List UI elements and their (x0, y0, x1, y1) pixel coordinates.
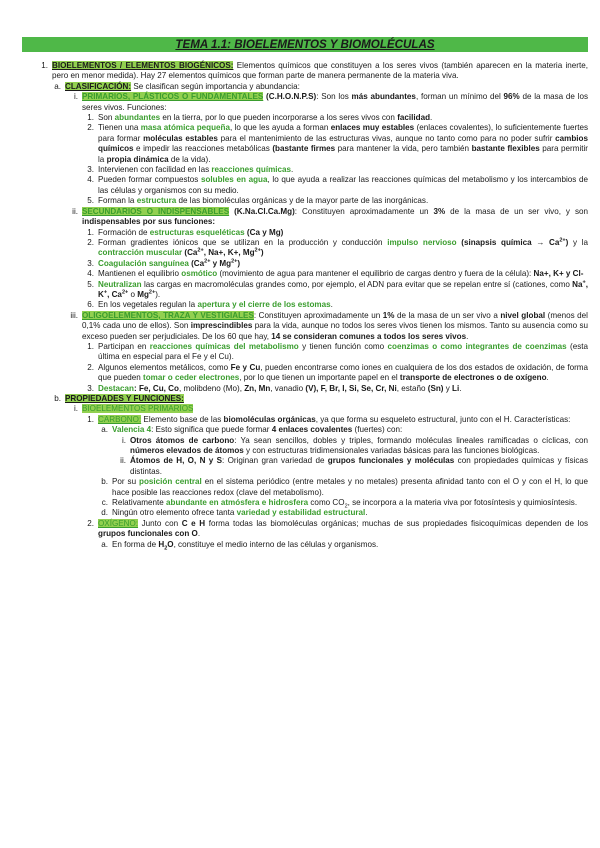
text-run: , por lo que tienen un importante papel en el (239, 373, 400, 383)
text-run: H (158, 539, 165, 549)
text-run: : Constituyen aproximadamente un (253, 310, 383, 320)
text-run: . (330, 300, 333, 310)
text-run: de la masa de un ser vivo, y son (445, 206, 588, 216)
text-run: Zn, Mn (244, 383, 271, 393)
text-run: Li (452, 383, 460, 393)
text-run: osmótico (181, 269, 218, 279)
text-run: Mantienen el equilibrio (98, 269, 182, 279)
list-item-text (112, 540, 588, 550)
list-item-text (112, 508, 588, 518)
text-run: . (197, 529, 201, 539)
text-run: . (365, 508, 368, 518)
text-run: (esta última en especial para el Fe y el Cu). (98, 341, 589, 362)
carbono-d (22, 508, 588, 518)
text-run: , molibdeno (Mo), (178, 383, 245, 393)
text-run: ) (260, 248, 264, 258)
list-item-text (98, 384, 588, 394)
text-run: estructuras esqueléticas (149, 227, 245, 237)
list-item (22, 238, 588, 259)
list-item-text (98, 300, 588, 310)
list-marker: 4. (87, 175, 94, 185)
text-run: y con estructuras tridimensionales variadas básicas para las funciones biológicas. (243, 446, 540, 456)
text-run: de la masa de los seres vivos. Funciones: (82, 92, 588, 112)
text-run: solubles en agua (200, 175, 268, 185)
group-bioelementos-primarios (22, 404, 588, 414)
text-run: de las biomoléculas orgánicas y de la mayor parte de las inorgánicas. (176, 196, 429, 206)
list-marker: 2. (87, 123, 94, 133)
list-item (22, 196, 588, 206)
section-heading: BIOELEMENTOS / ELEMENTOS BIOGÉNICOS: (52, 61, 234, 70)
text-run: estructura (136, 196, 177, 206)
element-text (98, 519, 588, 538)
oxigeno-a (22, 540, 588, 550)
carbono-a (22, 425, 588, 435)
list-marker: b. (54, 394, 61, 403)
list-item-text (98, 238, 588, 259)
text-run: 2+ (559, 237, 566, 244)
text-run: nivel global (500, 310, 546, 320)
text-run: (bastante firmes (272, 144, 336, 154)
text-run: ). (155, 289, 161, 299)
text-run: Participan en (98, 341, 150, 351)
text-run: (Sn) (427, 383, 444, 393)
list-item (22, 165, 588, 175)
text-run: : Ya sean sencillos, dobles y triples, formando moléculas lineales ramificadas o cíclicas, con (234, 435, 588, 445)
list-item (22, 384, 588, 394)
list-marker: i. (121, 435, 126, 445)
text-run: (Ca (188, 258, 205, 268)
text-run: propia dinámica (106, 154, 169, 164)
list-item-text (112, 425, 588, 435)
list-marker: ii. (120, 456, 126, 466)
list-item (22, 280, 588, 301)
text-run: + (103, 289, 108, 296)
text-run: y Mg (210, 258, 232, 268)
text-run: Son (98, 113, 115, 123)
text-run: de la vida). (168, 154, 211, 164)
text-run: 2+ (197, 247, 204, 254)
text-run: Algunos elementos metálicos, como (98, 362, 231, 372)
text-run: y tienen función como (298, 341, 388, 351)
list-marker: 1. (87, 414, 94, 424)
list-item-text (98, 280, 588, 301)
text-run: , K (98, 279, 588, 299)
text-run: apertura y el cierre de los estomas (197, 300, 331, 310)
list-item-text (98, 342, 588, 363)
text-run: como CO (308, 498, 345, 508)
group-heading: PRIMARIOS, PLÁSTICOS O FUNDAMENTALES (82, 92, 264, 102)
list-item (22, 269, 588, 279)
subsection-heading: CLASIFICACIÓN: (65, 81, 132, 91)
list-item (22, 425, 588, 435)
text-run: , estaño (396, 383, 428, 393)
text-run: 96% (503, 92, 520, 102)
text-run: 4 enlaces covalentes (271, 425, 353, 435)
text-run: cambios químicos (98, 133, 588, 154)
text-run: , ya que forma su esqueleto estructural, junto con el H. Características: (315, 414, 571, 424)
text-run: abundantes (114, 113, 161, 123)
text-run: , pueden encontrarse como iones en cualquiera de los dos estados de oxidación, de forma que pueden (98, 362, 589, 383)
text-run: 2+ (148, 289, 156, 296)
list-item-text (98, 123, 588, 165)
list-item-text (130, 456, 588, 477)
element-carbono (22, 415, 588, 425)
text-run: (movimiento de agua para mantener el equilibrio de cargas dentro y fuera de la célula): (217, 269, 534, 279)
group-primarios (22, 92, 588, 113)
text-run: reacciones químicas del metabolismo (149, 341, 299, 351)
list-marker: c. (101, 498, 108, 508)
text-run: biomoléculas orgánicas (223, 414, 316, 424)
text-run: (fuertes) con: (352, 425, 403, 435)
text-run: . (430, 113, 433, 123)
text-run: facilidad (397, 113, 431, 123)
text-run: enlaces muy estables (330, 123, 415, 133)
text-run: (sinapsis química → Ca (456, 237, 560, 247)
list-item (22, 540, 588, 550)
text-run: (enlaces covalentes), lo suficientemente fuertes para formar (98, 123, 588, 143)
text-run: forma todas las biomoléculas orgánicas; muchas de sus propiedades fisicoquímicas dependen de los (205, 518, 588, 528)
list-marker: 5. (87, 196, 94, 206)
text-run: + (582, 278, 586, 285)
section-bioelementos (22, 61, 588, 82)
list-marker: 3. (87, 165, 94, 175)
list-item (22, 436, 588, 457)
text-run: o (128, 289, 138, 299)
text-run: posición central (139, 477, 202, 487)
list-marker: a. (101, 425, 108, 435)
list-marker: 1. (87, 341, 94, 351)
text-run: . (291, 165, 294, 175)
text-run: 2+ (254, 247, 261, 254)
text-run: en la tierra, por lo que pueden incorporarse a los seres vivos con (160, 113, 398, 123)
subsection-heading: PROPIEDADES Y FUNCIONES: (65, 394, 184, 403)
text-run: variedad y estabilidad estructural (236, 508, 366, 518)
text-run: de la masa de un ser vivo a (394, 310, 501, 320)
text-run: Neutralizan (98, 279, 142, 289)
text-run: Fe y Cu (230, 362, 261, 372)
text-run: para permitir la (98, 144, 588, 164)
text-run: 2+ (204, 258, 211, 265)
text-run: (Ca (182, 248, 198, 258)
text-run: , se incorpora a la materia viva por fotosíntesis y quimiosíntesis. (347, 498, 578, 508)
text-run: 14 se consideran comunes a todos los seres vivos (271, 331, 467, 341)
list-item (22, 123, 588, 165)
list-marker: i. (73, 92, 78, 102)
text-run: Na (572, 279, 583, 289)
text-run: Mg (137, 289, 149, 299)
text-run: Elemento base de las (141, 414, 224, 424)
text-run: , Ca (107, 289, 122, 299)
text-run: imprescindibles (190, 321, 253, 331)
text-run: Ningún otro elemento ofrece tanta (112, 508, 237, 518)
list-item-text (98, 259, 588, 269)
text-run: e impedir las reacciones metabólicas (133, 144, 273, 154)
list-marker: 3. (87, 383, 94, 393)
text-run: : Constituyen aproximadamente un (294, 206, 434, 216)
list-item-text (98, 165, 588, 175)
text-run: , Na+, K+, Mg (203, 248, 255, 258)
text-run: las cargas en macromoléculas grandes como, por ejemplo, el ADN para evitar que se repelan entre sí (cationes, como (141, 279, 573, 289)
list-item (22, 363, 588, 384)
list-marker: a. (101, 539, 108, 549)
list-item-text (98, 113, 588, 123)
group-oligoelementos (22, 311, 588, 342)
text-run: , vanadio (270, 383, 306, 393)
secundarios-list (22, 228, 588, 311)
text-run: más abundantes (351, 92, 416, 102)
text-run: , lo que les ayuda a forman (230, 123, 331, 133)
text-run: para mantener la vida, pero también (335, 144, 472, 154)
list-item (22, 175, 588, 196)
carbono-c (22, 498, 588, 508)
list-item-text (98, 228, 588, 238)
oligoelementos-list (22, 342, 588, 394)
text-run: Valencia 4 (112, 425, 152, 435)
list-item (22, 342, 588, 363)
text-run: (Ca y Mg) (244, 227, 284, 237)
list-marker: 2. (87, 518, 94, 528)
carbono-a-i (22, 436, 588, 457)
list-marker: i. (73, 404, 78, 414)
text-run: Pueden formar compuestos (98, 175, 201, 185)
group-elements: (K.Na.Cl.Ca.Mg) (234, 206, 295, 216)
list-item-text (98, 175, 588, 196)
text-run: En los vegetales regulan la (98, 300, 198, 310)
text-run: Forman gradientes iónicos que se utilizan en la producción y conducción (98, 237, 388, 247)
list-marker: a. (54, 81, 61, 91)
text-run: para el mantenimiento de las estructuras vivas, aunque no tanto como para no poder sufrir (217, 133, 556, 143)
element-heading: CARBONO: (98, 414, 142, 424)
list-marker: 6. (87, 300, 94, 310)
list-marker: 1. (41, 61, 48, 70)
list-marker: 5. (87, 279, 94, 289)
subsection-propiedades (22, 394, 588, 404)
text-run: Relativamente (112, 498, 166, 508)
list-item-text (112, 477, 588, 498)
text-run: Destacan (98, 383, 134, 393)
subsection-clasificacion (22, 82, 588, 92)
text-run: moléculas estables (143, 133, 218, 143)
group-elements: (C.H.O.N.P.S) (266, 92, 317, 102)
list-marker: d. (101, 508, 108, 518)
text-run: En forma de (112, 539, 159, 549)
text-run: bastante flexibles (471, 144, 540, 154)
text-run: para la vida, aunque no todos los seres vivos tienen los mismos. Tanto su ausencia como su exceso pueden ser perjudiciales. De los 60 que hay, (82, 321, 588, 341)
text-run: grupos funcionales y moléculas (327, 456, 455, 466)
text-run: coenzimas o como integrantes de coenzimas (387, 341, 567, 351)
text-run: contracción muscular (98, 248, 183, 258)
text-run: números elevados de átomos (130, 446, 244, 456)
text-run: : Son los (316, 92, 352, 102)
text-run: 2 (164, 545, 168, 552)
text-run: ) (237, 258, 241, 268)
text-run: Intervienen con facilidad en las (98, 165, 212, 175)
list-marker: 2. (87, 362, 94, 372)
list-item (22, 259, 588, 269)
text-run: : Esto significa que puede formar (151, 425, 272, 435)
list-item-text (112, 498, 588, 508)
text-run: Átomos de H, O, N y S (130, 456, 222, 466)
group-heading: OLIGOELEMENTOS, TRAZA Y VESTIGIALES (82, 310, 254, 320)
carbono-b (22, 477, 588, 498)
text-run: (menos del 0,1% cada uno de ellos). Son (82, 310, 588, 331)
group-secundarios (22, 207, 588, 228)
list-marker: 1. (87, 227, 94, 237)
list-item-text (130, 436, 588, 457)
text-run: . (466, 331, 469, 341)
text-run: Junto con (138, 518, 182, 528)
list-item (22, 228, 588, 238)
text-run: . (546, 373, 549, 383)
list-item (22, 456, 588, 477)
list-marker: 4. (87, 269, 94, 279)
text-run: impulso nervioso (387, 237, 457, 247)
text-run: 3% (433, 206, 446, 216)
text-run: grupos funcionales con O (98, 529, 198, 539)
text-run: C e H (181, 518, 206, 528)
text-run: reacciones químicas (211, 165, 292, 175)
text-run: Otros átomos de carbono (130, 435, 235, 445)
text-run: 1% (382, 310, 395, 320)
list-item (22, 498, 588, 508)
text-run: Tienen una (98, 123, 141, 133)
text-run: O (167, 539, 174, 549)
list-item (22, 477, 588, 498)
text-run: transporte de electrones o de oxígeno (399, 373, 547, 383)
text-run: : Originan gran variedad de (222, 456, 328, 466)
text-run: . (459, 383, 462, 393)
text-run: (V), F, Br, I, Si, Se, Cr, Ni (305, 383, 397, 393)
text-run: tomar o ceder electrones (143, 373, 240, 383)
text-run: Na+, K+ y Cl- (533, 269, 584, 279)
element-heading: OXÍGENO: (98, 518, 139, 528)
text-run: con propiedades químicas y físicas distintas. (130, 456, 588, 476)
primarios-list (22, 113, 588, 207)
text-run: y (443, 383, 453, 393)
text-run: en el sistema periódico (entre metales y no metales) presenta afinidad tanto con el O y con el H, lo que hace posible las reacciones redox (clave del metabolismo). (112, 477, 588, 497)
text-run: , forman un mínimo del (415, 92, 504, 102)
subsection-text: Se clasifican según importancia y abundancia: (131, 81, 300, 91)
text-run: Coagulación sanguínea (98, 258, 189, 268)
list-item (22, 508, 588, 518)
element-text (141, 415, 570, 424)
list-marker: b. (101, 477, 108, 487)
text-run: 2 (344, 503, 348, 510)
text-run: Por su (112, 477, 140, 487)
group-heading: SECUNDARIOS O INDISPENSABLES (82, 206, 230, 216)
text-run: : Fe, Cu, Co (134, 383, 179, 393)
text-run: masa atómica pequeña (140, 123, 230, 133)
list-item-text (98, 363, 588, 384)
text-run: abundante en atmósfera e hidrosfera (166, 498, 309, 508)
section-intro: Elementos químicos que constituyen a los seres vivos (también aparecen en la materia inerte, pero en menor medida). Hay 27 elementos químicos que forman parte de manera permanente de la materia viva. (52, 61, 588, 81)
list-marker: 1. (87, 113, 94, 123)
page-title: TEMA 1.1: BIOELEMENTOS Y BIOMOLÉCULAS (22, 37, 588, 52)
carbono-a-ii (22, 456, 588, 477)
text-run: 2+ (121, 289, 129, 296)
text-run: 2+ (231, 258, 238, 265)
text-run: Forman la (98, 196, 137, 206)
text-run: indispensables por sus funciones: (82, 217, 216, 227)
list-marker: 2. (87, 237, 94, 247)
text-run: , constituye el medio interno de las células y organismos. (173, 539, 379, 549)
list-item (22, 300, 588, 310)
list-item (22, 113, 588, 123)
text-run: ) (565, 237, 569, 247)
text-run: , lo que ayuda a realizar las reacciones químicas del metabolismo y los intercambios de las células y organismos con su medio. (98, 175, 588, 195)
text-run: y la (568, 237, 588, 247)
group-heading: BIOELEMENTOS PRIMARIOS (82, 404, 194, 414)
list-marker: 3. (87, 258, 94, 268)
text-run: Formación de (98, 227, 150, 237)
list-item-text (98, 269, 588, 279)
list-marker: iii. (70, 310, 78, 320)
element-oxigeno (22, 519, 588, 540)
list-marker: ii. (72, 206, 78, 216)
list-item-text (98, 196, 588, 206)
